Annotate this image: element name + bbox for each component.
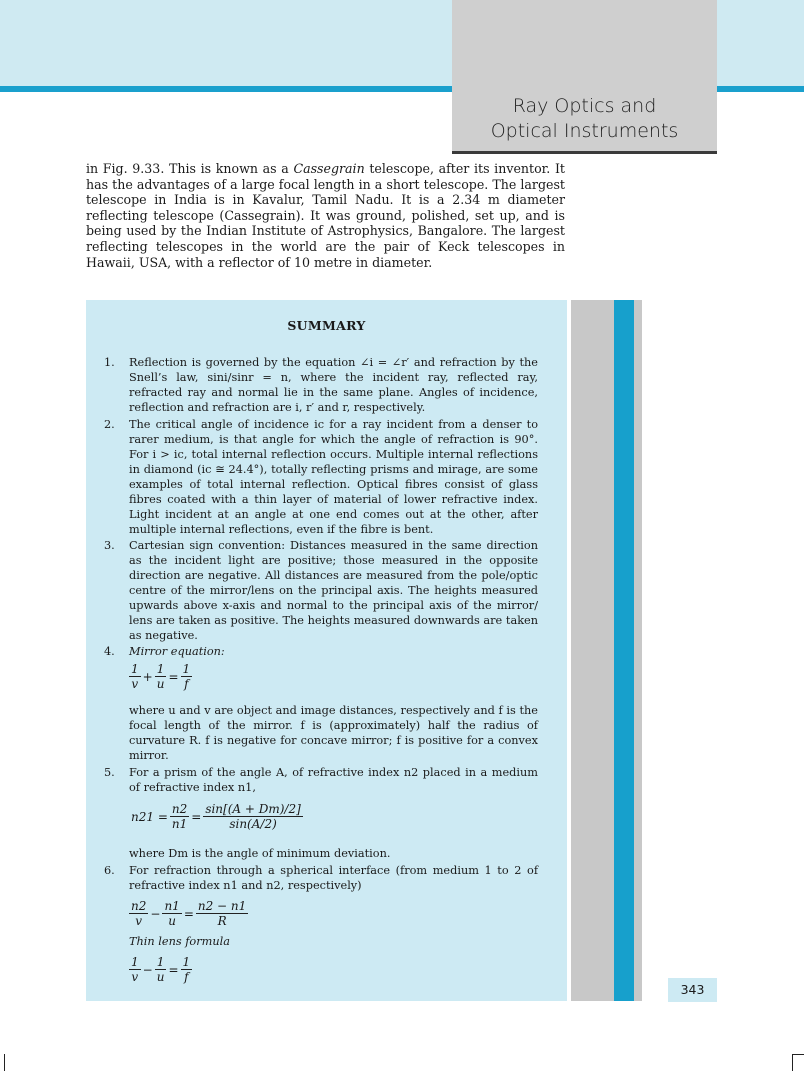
summary-title: SUMMARY [287,318,366,333]
intro-paragraph [86,161,565,270]
interface-formula: $\frac{n2}{v}$ − $\frac{n1}{u}$ = $\frac{n2 - n1}{R}$ [131,899,247,928]
item-text: For a prism of the angle A, of refractive index n2 placed in a medium of refractive index n1, [129,766,538,794]
prism-formula: n21 = $\frac{n2}{n1}$ = $\frac{\sin[(A + Dm)/2]}{\sin(A/2)}$ [131,802,301,831]
item-text: Mirror equation: [129,645,225,658]
item-number: 6. [104,864,115,877]
prism-note-text: where Dm is the angle of minimum deviation. [129,847,391,860]
side-strip-gray [571,300,614,1001]
mirror-equation: $\frac{1}{v}$ + $\frac{1}{u}$ = $\frac{1}{f}$ [131,662,191,691]
mirror-note-text: where u and v are object and image distances, respectively and f is the focal length of the mirror. f is (approximately) half the radius of curvature R. f is negative for concave mirror; f is positive for a convex mirror. [129,704,538,762]
chapter-title [452,94,717,144]
intro-text: in Fig. 9.33. This is known as a [86,161,294,176]
crop-mark-right [792,1054,793,1071]
crop-mark-left [4,1054,5,1071]
item-number: 3. [104,539,115,552]
crop-mark-right-h [792,1054,804,1055]
thin-lens-formula: $\frac{1}{v}$ − $\frac{1}{u}$ = $\frac{1}{f}$ [131,955,191,984]
item-text: The critical angle of incidence ic for a ray incident from a denser to rarer medium, is that angle for which the angle of refraction is 90°. For i > ic, total internal reflection occurs. Multiple internal reflections in diamond (ic ≅ 24.4°), totally reflecting prisms and mirage, are some examples of total internal reflection. Optical fibres consist of glass fibres coated with a thin layer of material of lower refractive index. Light incident at an angle at one end comes out at the other, after multiple internal reflections, even if the fibre is bent. [129,418,538,536]
intro-text-cont: telescope, after its inventor. It has the advantages of a large focal length in a short telescope. The largest telescope in India is in Kavalur, Tamil Nadu. It is a 2.34 m diameter reflecting telescope (Cassegrain). It was ground, polished, set up, and is being used by the Indian Institute of Astrophysics, Bangalore. The largest reflecting telescopes in the world are the pair of Keck telescopes in Hawaii, USA, with a reflector of 10 metre in diameter. [86,161,565,270]
side-strip-blue [614,300,634,1001]
page-number: 343 [668,978,717,1002]
chapter-box [452,0,717,154]
chapter-title-line1: Ray Optics and [512,95,657,117]
item-text: Reflection is governed by the equation ∠i = ∠r′ and refraction by the Snell’s law, sini/sinr = n, where the incident ray, reflected ray, refracted ray and normal lie in the same plane. Angles of incidence, reflection and refraction are i, r′ and r, respectively. [129,356,538,414]
item-text: For refraction through a spherical interface (from medium 1 to 2 of refractive index n1 and n2, respectively) [129,864,538,892]
item-number: 4. [104,645,115,658]
item-number: 1. [104,356,115,369]
item-number: 5. [104,766,115,779]
side-strip-gray-2 [634,300,642,1001]
intro-italic: Cassegrain [293,161,365,176]
chapter-title-line2: Optical Instruments [490,120,679,142]
item-text: Cartesian sign convention: Distances measured in the same direction as the incident light are positive; those measured in the opposite direction are negative. All distances are measured from the pole/optic centre of the mirror/lens on the principal axis. The heights measured upwards above x-axis and normal to the principal axis of the mirror/ lens are taken as positive. The heights measured downwards are taken as negative. [129,539,538,642]
thin-lens-label-text: Thin lens formula [129,935,230,948]
item-number: 2. [104,418,115,431]
